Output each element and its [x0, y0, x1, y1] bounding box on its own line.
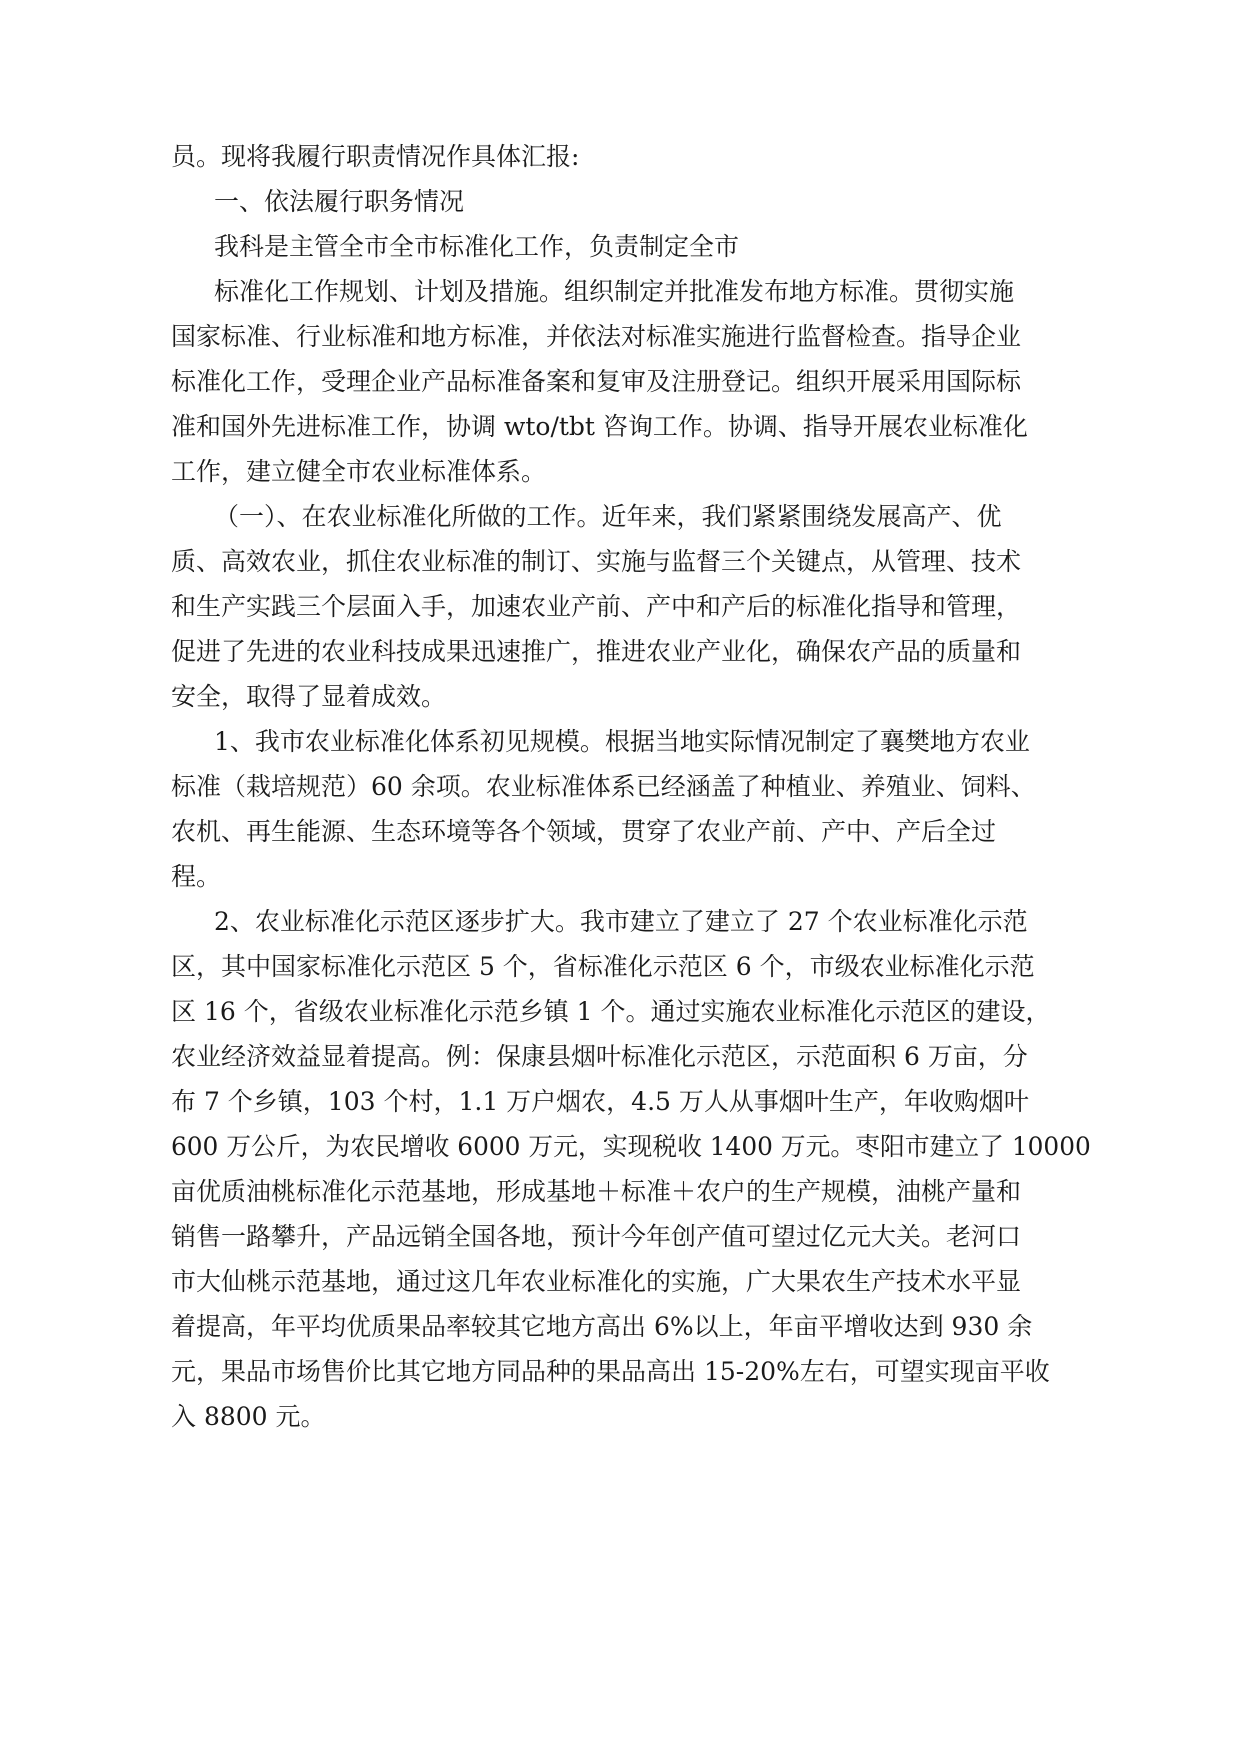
text-line: 标准化工作规划、计划及措施。组织制定并批准发布地方标准。贯彻实施 [214, 277, 1015, 306]
text-line: 区 16 个，省级农业标准化示范乡镇 1 个。通过实施农业标准化示范区的建设， [171, 997, 1051, 1026]
subsection-heading: （一）、在农业标准化所做的工作。近年来，我们紧紧围绕发展高产、优 [214, 502, 1002, 531]
text-line: 安全，取得了显着成效。 [171, 682, 447, 711]
section-heading: 一、依法履行职务情况 [214, 187, 465, 216]
text-line: 入 8800 元。 [171, 1402, 326, 1431]
text-line: 国家标准、行业标准和地方标准，并依法对标准实施进行监督检查。指导企业 [171, 322, 1022, 351]
text-line: 2、农业标准化示范区逐步扩大。我市建立了建立了 27 个农业标准化示范 [214, 907, 1028, 936]
text-line: 程。 [171, 862, 222, 891]
text-line: 元，果品市场售价比其它地方同品种的果品高出 15-20%左右，可望实现亩平收 [171, 1357, 1050, 1386]
text-line: 标准化工作，受理企业产品标准备案和复审及注册登记。组织开展采用国际标 [171, 367, 1022, 396]
text-line: 农机、再生能源、生态环境等各个领域，贯穿了农业产前、产中、产后全过 [171, 817, 997, 846]
text-line: 和生产实践三个层面入手，加速农业产前、产中和产后的标准化指导和管理， [171, 592, 1022, 621]
text-line: 布 7 个乡镇，103 个村，1.1 万户烟农，4.5 万人从事烟叶生产，年收购烟叶 [171, 1087, 1029, 1116]
text-line: 工作，建立健全市农业标准体系。 [171, 457, 547, 486]
text-line: 市大仙桃示范基地，通过这几年农业标准化的实施，广大果农生产技术水平显 [171, 1267, 1022, 1296]
text-line: 600 万公斤，为农民增收 6000 万元，实现税收 1400 万元。枣阳市建立了 10000 [171, 1132, 1091, 1161]
text-line: 标准（栽培规范）60 余项。农业标准体系已经涵盖了种植业、养殖业、饲料、 [171, 772, 1036, 801]
text-line: 准和国外先进标准工作，协调 wto/tbt 咨询工作。协调、指导开展农业标准化 [171, 412, 1028, 441]
text-line: 农业经济效益显着提高。例：保康县烟叶标准化示范区，示范面积 6 万亩，分 [171, 1042, 1028, 1071]
text-line: 质、高效农业，抓住农业标准的制订、实施与监督三个关键点，从管理、技术 [171, 547, 1022, 576]
text-line: 区，其中国家标准化示范区 5 个，省标准化示范区 6 个，市级农业标准化示范 [171, 952, 1035, 981]
text-line: 员。现将我履行职责情况作具体汇报: [171, 142, 580, 171]
text-line: 促进了先进的农业科技成果迅速推广，推进农业产业化，确保农产品的质量和 [171, 637, 1022, 666]
text-line: 1、我市农业标准化体系初见规模。根据当地实际情况制定了襄樊地方农业 [214, 727, 1030, 756]
text-line: 着提高，年平均优质果品率较其它地方高出 6%以上，年亩平增收达到 930 余 [171, 1312, 1033, 1341]
text-line: 销售一路攀升，产品远销全国各地，预计今年创产值可望过亿元大关。老河口 [171, 1222, 1022, 1251]
text-line: 亩优质油桃标准化示范基地，形成基地＋标准＋农户的生产规模，油桃产量和 [171, 1177, 1022, 1206]
text-line: 我科是主管全市全市标准化工作，负责制定全市 [214, 232, 740, 261]
